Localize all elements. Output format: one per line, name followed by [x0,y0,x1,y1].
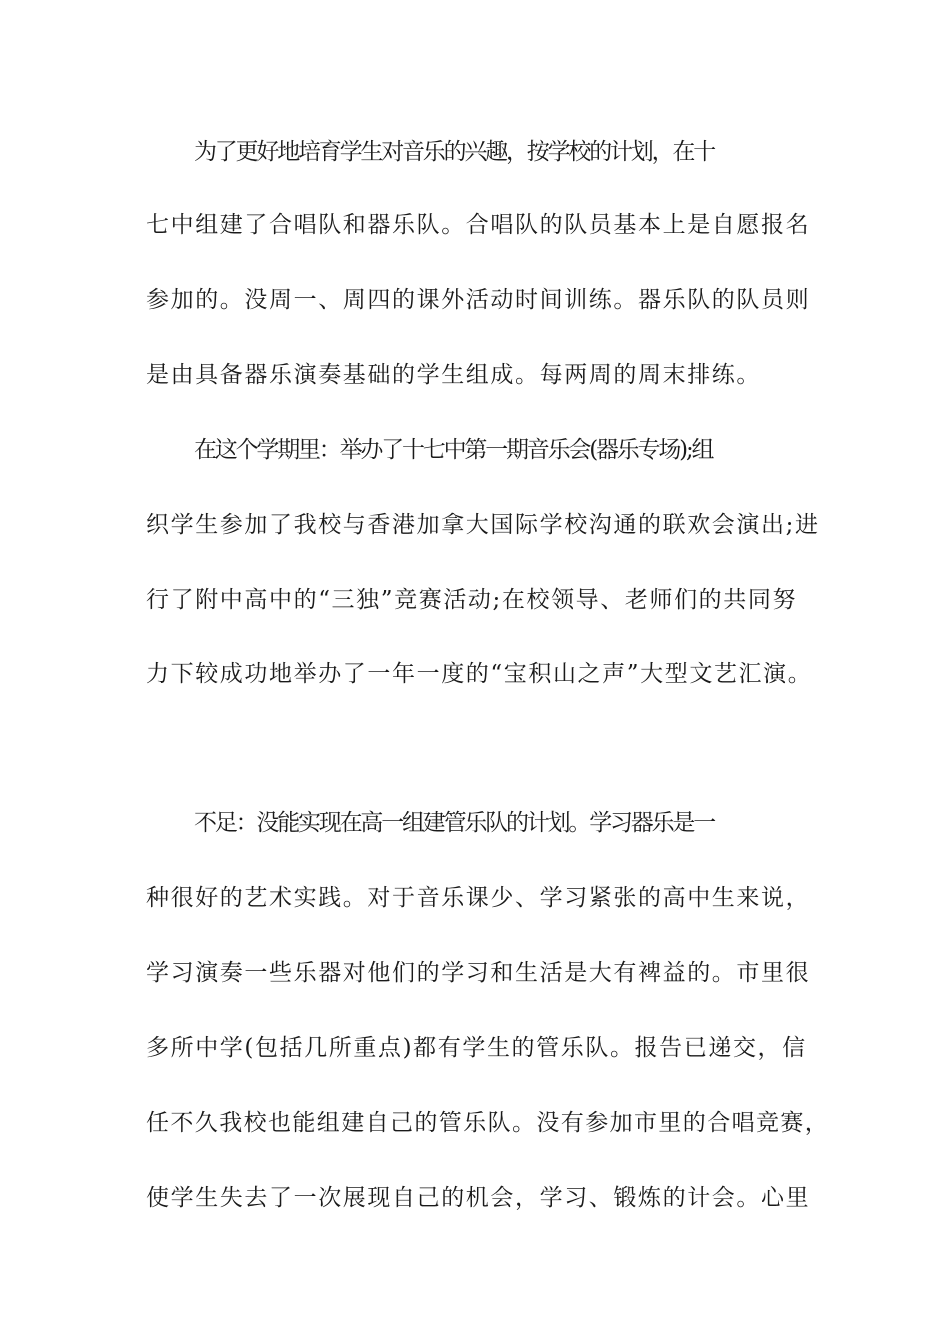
paragraph-2-line-4: 力下较成功地举办了一年一度的“宝积山之声”大型文艺汇演。 [146,661,813,687]
paragraph-1-line-3: 参加的。没周一、周四的课外活动时间训练。器乐队的队员则 [146,287,811,313]
paragraph-2-line-2: 织学生参加了我校与香港加拿大国际学校沟通的联欢会演出;进 [146,512,820,538]
paragraph-3-line-2: 种很好的艺术实践。对于音乐课少、学习紧张的高中生来说， [146,885,811,911]
paragraph-2-line-3: 行了附中高中的“三独”竞赛活动;在校领导、老师们的共同努 [146,587,798,613]
paragraph-3-line-6: 使学生失去了一次展现自己的机会，学习、锻炼的计会。心里 [146,1185,811,1211]
paragraph-2-line-1: 在这个学期里：举办了十七中第一期音乐会(器乐专场);组 [194,437,713,463]
paragraph-3-line-1: 不足：没能实现在高一组建管乐队的计划。学习器乐是一 [194,810,715,836]
paragraph-1-line-1: 为了更好地培育学生对音乐的兴趣，按学校的计划，在十 [194,139,715,165]
paragraph-1-line-4: 是由具备器乐演奏基础的学生组成。每两周的周末排练。 [146,362,761,388]
paragraph-3-line-5: 任不久我校也能组建自己的管乐队。没有参加市里的合唱竞赛， [146,1110,830,1136]
paragraph-1-line-2: 七中组建了合唱队和器乐队。合唱队的队员基本上是自愿报名 [146,212,811,238]
paragraph-3-line-4: 多所中学(包括几所重点)都有学生的管乐队。报告已递交，信 [146,1035,807,1061]
paragraph-3-line-3: 学习演奏一些乐器对他们的学习和生活是大有裨益的。市里很 [146,960,811,986]
